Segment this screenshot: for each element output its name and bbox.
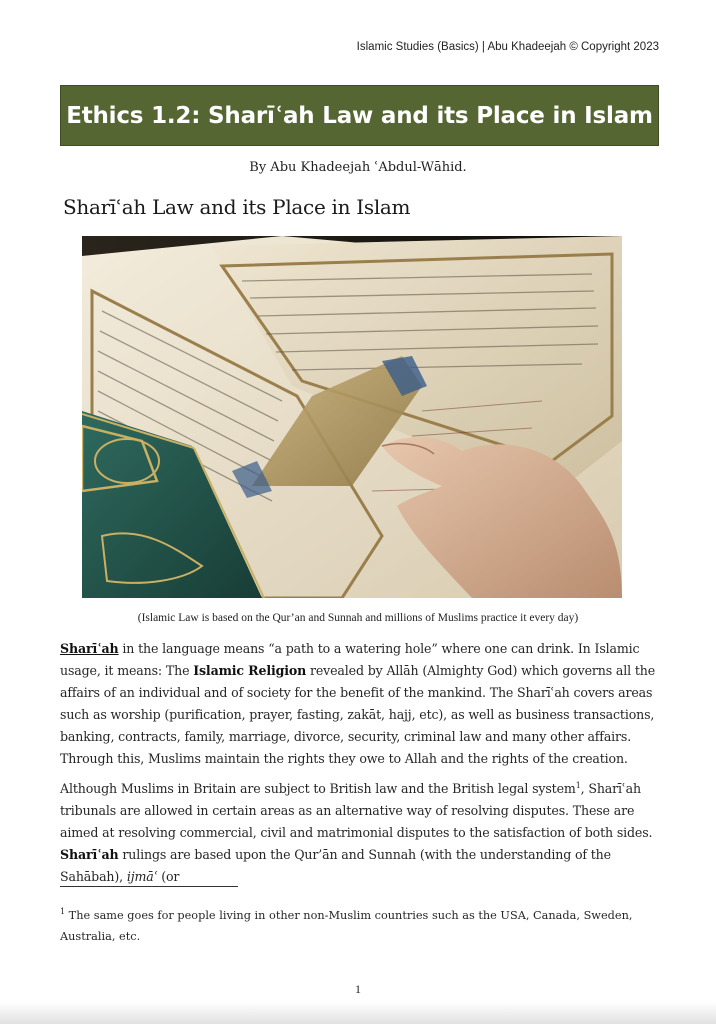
section-heading: Sharīʿah Law and its Place in Islam [63,195,411,219]
footnote-number: 1 [60,907,66,917]
paragraph-sharia-definition: Sharīʿah in the language means “a path to a watering hole” where one can drink. In Islamic usage, it means: The Islamic Religion revealed by Allāh (Almighty God) which governs all the affairs of an individual and of society for the benefit of the mankind. The Sharīʿah covers areas such as worship (purification, prayer, fasting, zakāt, hajj, etc), as well as business transactions, banking, contracts, family, marriage, divorce, security, criminal law and many other affairs. Through this, Muslims maintain the rights they owe to Allah and the rights of the creation. [60,641,656,766]
footnote: $^1$ The same goes for people living in other non-Muslim countries such as the USA, Canada, Sweden, Australia, etc. [60,907,633,943]
sharia-bold-term: Sharīʿah [60,847,119,862]
title-banner [60,85,659,146]
quran-illustration [82,236,622,598]
footnote-divider [60,886,238,887]
scan-edge-shade [0,1002,716,1024]
sharia-term: Sharīʿah [60,641,119,656]
page-title: Ethics 1.2: Sharīʿah Law and its Place in Islam [66,102,653,129]
page-number: 1 [355,982,361,996]
islamic-religion-term: Islamic Religion [193,663,307,678]
quran-photo [82,236,622,598]
image-caption: (Islamic Law is based on the Qur’an and Sunnah and millions of Muslims practice it every day) [137,612,579,624]
author-byline: By Abu Khadeejah ʿAbdul-Wāhid. [249,160,467,175]
page-header: Islamic Studies (Basics) | Abu Khadeejah © Copyright 2023 [356,41,659,53]
ijma-term: ijmāʿ [126,869,158,884]
footnote-reference[interactable]: 1 [575,780,581,790]
paragraph-sharia-in-britain: Although Muslims in Britain are subject to British law and the British legal system$^1$, Sharīʿah tribunals are allowed in certain areas as an alternative way of resolving disputes. These are aimed at resolving commercial, civil and matrimonial disputes to the satisfaction of both sides. Sharīʿah rulings are based upon the Qur’ān and Sunnah (with the understanding of the Sahābah), ijmāʿ (or [60,780,653,884]
